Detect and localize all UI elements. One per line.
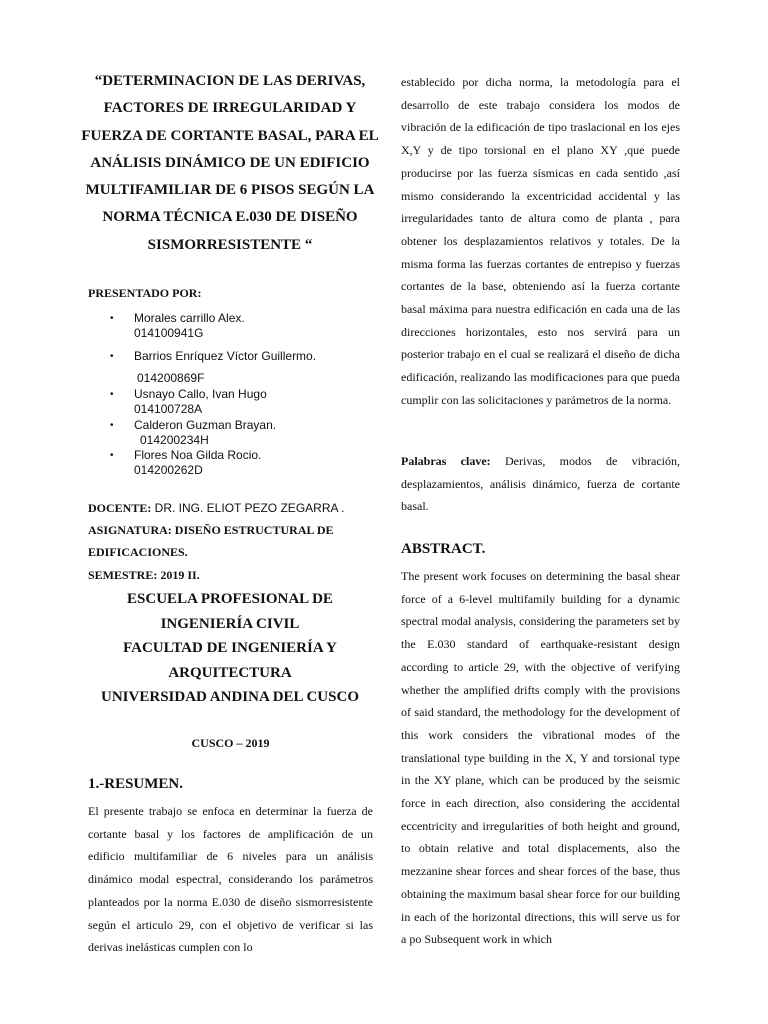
paper-title: “DETERMINACION DE LAS DERIVAS, FACTORES DE IRREGULARIDAD Y FUERZA DE CORTANTE BASAL, PARA EL ANÁLISIS DINÁMICO DE UN EDIFICIO MULTIFAMILIAR DE 6 PISOS SEGÚN LA NORMA TÉCNICA E.030 DE DISEÑO SISMORRESISTENTE “ (81, 73, 379, 253)
keywords-label: Palabras clave: (401, 454, 491, 468)
university-line: UNIVERSIDAD ANDINA DEL CUSCO (101, 689, 359, 705)
author-code: 014200869F (137, 371, 205, 385)
asignatura-line (88, 523, 334, 538)
abstract-paragraph: The present work focuses on determining the basal shear force of a 6-level multifamily building for a dynamic spectral modal analysis, considering the parameters set by the E.030 standard of earthquake-resistant design according to article 29, with the objective of verifying whether the amplified drifts comply with the provisions of said standard, the methodology for the development of this work considers the vibrational modes of the translational type building in the X, Y and torsional type in the XY plane, which can be produced by the seismic force in each direction, also considering the accidental eccentricity and irregularities of both height and ground, to obtain relative and total displacements, also the mezzanine shear forces and shear forces of the base, thus obtaining the maximum basal shear force for our building in each of the horizontal directions, this will serve us for a po Subsequent work in which (401, 569, 680, 947)
presented-by-label: PRESENTADO POR: (88, 286, 202, 300)
docente-label: DOCENTE: (88, 501, 152, 515)
institution-block (80, 587, 380, 710)
faculty-line: FACULTAD DE INGENIERÍA Y (123, 640, 337, 656)
keywords-paragraph (401, 450, 680, 518)
bullet-icon: • (110, 313, 114, 324)
abstract-heading: ABSTRACT. (401, 541, 486, 557)
docente-line (88, 501, 345, 516)
resumen-paragraph: El presente trabajo se enfoca en determinar la fuerza de cortante basal y los factores de amplificación de un edificio multifamiliar de 6 niveles para un análisis dinámico modal espectral, considerando los parámetros planteados por la norma E.030 de diseño sismorresistente según el articulo 29, con el objetivo de verificar si las derivas inelásticas cumplen con lo (88, 804, 373, 955)
author-name: Flores Noa Gilda Rocio. (134, 448, 262, 462)
asignatura-line-2 (88, 545, 188, 560)
bullet-icon: • (110, 420, 114, 431)
author-code: 014200262D (134, 463, 203, 477)
docente-value: DR. ING. ELIOT PEZO ZEGARRA . (151, 501, 345, 515)
author-code: 014100728A (134, 402, 203, 416)
author-code: 014100941G (134, 326, 204, 340)
bullet-icon: • (110, 450, 114, 461)
asignatura-text-2: EDIFICACIONES. (88, 545, 188, 559)
semestre-line (88, 568, 200, 583)
faculty-line: ARQUITECTURA (168, 664, 292, 681)
author-name: Barrios Enríquez Víctor Guillermo. (134, 349, 317, 363)
author-name: Morales carrillo Alex. (134, 311, 245, 325)
resumen-heading: 1.-RESUMEN. (88, 776, 184, 792)
keywords-text: Derivas, modos de vibración, desplazamientos, análisis dinámico, fuerza de cortante basal. (401, 454, 680, 514)
school-line: INGENIERÍA CIVIL (160, 615, 300, 632)
asignatura-text: ASIGNATURA: DISEÑO ESTRUCTURAL DE (88, 523, 334, 537)
semestre-text: SEMESTRE: 2019 II. (88, 568, 200, 582)
resumen-paragraph-continued: establecido por dicha norma, la metodología para el desarrollo de este trabajo considera los modos de vibración de la edificación de tipo traslacional en los ejes X,Y y de tipo torsional en el plano XY ,que puede producirse por las fuerza sísmicas en cada sentido ,así mismo considerando la excentricidad accidental y las irregularidades tanto de altura como de planta , para obtener los desplazamientos relativos y totales. De la misma forma las fuerzas cortantes de entrepiso y fuerzas cortantes de la base, obteniendo así la fuerza cortante basal máxima para nuestra edificación en cada una de las direcciones horizontales, esto nos servirá para un posterior trabajo en el cual se realizará el diseño de dicha edificación, realizando las modificaciones para que pueda cumplir con las solicitaciones y parámetros de la norma. (401, 75, 680, 407)
school-line: ESCUELA PROFESIONAL DE (127, 591, 333, 607)
bullet-icon: • (110, 351, 114, 362)
author-name: Usnayo Callo, Ivan Hugo (134, 387, 267, 401)
author-code: 014200234H (140, 433, 209, 447)
author-name: Calderon Guzman Brayan. (134, 418, 277, 432)
bullet-icon: • (110, 389, 114, 400)
city-year: CUSCO – 2019 (191, 736, 270, 750)
